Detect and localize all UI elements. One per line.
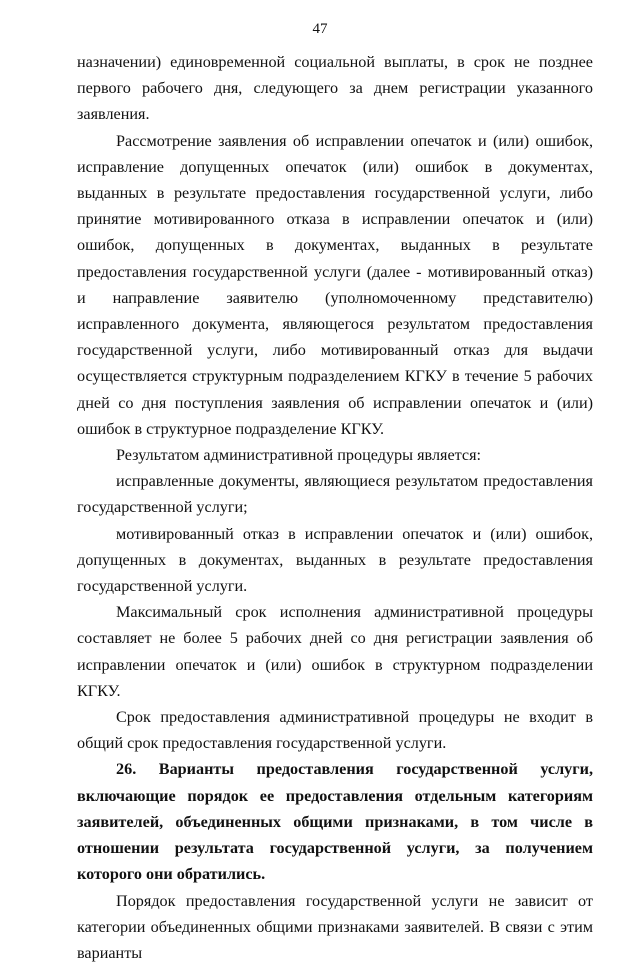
document-body xyxy=(77,49,593,966)
paragraph-result-intro: Результатом административной процедуры является: xyxy=(77,442,593,468)
section-heading-26: 26. Варианты предоставления государственной услуги, включающие порядок ее предоставления отдельным категориям заявителей, объединенных общими признаками, в том числе в отношении результата государственной услуги, за получением которого они обратились. xyxy=(77,756,593,887)
paragraph-max-term: Максимальный срок исполнения административной процедуры составляет не более 5 рабочих дней со дня регистрации заявления об исправлении опечаток и (или) ошибок в структурном подразделении КГКУ. xyxy=(77,599,593,704)
paragraph-result-refusal: мотивированный отказ в исправлении опечаток и (или) ошибок, допущенных в документах, выданных в результате предоставления государственной услуги. xyxy=(77,521,593,600)
paragraph-result-corrected-docs: исправленные документы, являющиеся результатом предоставления государственной услуги; xyxy=(77,468,593,520)
paragraph-continuation: назначении) единовременной социальной выплаты, в срок не позднее первого рабочего дня, следующего за днем регистрации указанного заявления. xyxy=(77,49,593,128)
paragraph-variants: Порядок предоставления государственной услуги не зависит от категории объединенных общими признаками заявителей. В связи с этим варианты xyxy=(77,888,593,966)
paragraph-correction-review: Рассмотрение заявления об исправлении опечаток и (или) ошибок, исправление допущенных опечаток (или) ошибок в документах, выданных в результате предоставления государственной услуги, либо принятие мотивированного отказа в исправлении опечаток и (или) ошибок, допущенных в документах, выданных в результате предоставления государственной услуги (далее - мотивированный отказ) и направление заявителю (уполномоченному представителю) исправленного документа, являющегося результатом предоставления государственной услуги, либо мотивированный отказ для выдачи осуществляется структурным подразделением КГКУ в течение 5 рабочих дней со дня поступления заявления об исправлении опечаток и (или) ошибок в структурное подразделение КГКУ. xyxy=(77,128,593,442)
page-number: 47 xyxy=(0,19,640,39)
paragraph-term-note: Срок предоставления административной процедуры не входит в общий срок предоставления государственной услуги. xyxy=(77,704,593,756)
